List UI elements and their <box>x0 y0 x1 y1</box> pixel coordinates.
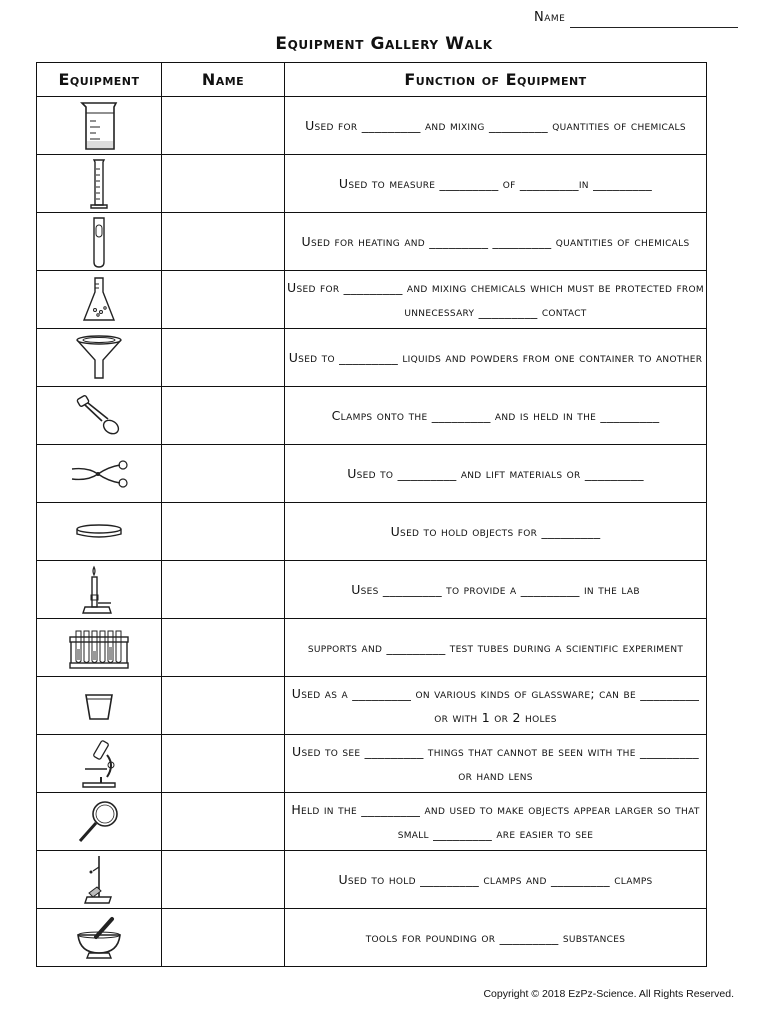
function-cell <box>285 271 707 329</box>
header-equipment: Equipment <box>37 63 162 97</box>
function-cell <box>285 503 707 561</box>
equipment-table <box>36 62 707 967</box>
function-text: Used to see _________ things that cannot be seen with the _________ or hand lens <box>292 743 704 783</box>
name-answer-cell[interactable] <box>162 735 285 793</box>
table-row <box>37 677 707 735</box>
equipment-cell <box>37 445 162 503</box>
function-cell <box>285 387 707 445</box>
function-text: Used to hold _________ clamps and _________ clamps <box>338 871 653 887</box>
function-cell <box>285 213 707 271</box>
function-cell <box>285 677 707 735</box>
name-answer-cell[interactable] <box>162 909 285 967</box>
function-cell <box>285 561 707 619</box>
function-text: tools for pounding or _________ substances <box>365 929 626 945</box>
function-text: Used for heating and _________ _________ quantities of chemicals <box>301 233 690 249</box>
table-row <box>37 561 707 619</box>
equipment-cell <box>37 735 162 793</box>
table-row <box>37 97 707 155</box>
name-field[interactable] <box>534 10 744 32</box>
name-answer-cell[interactable] <box>162 97 285 155</box>
magnifying-glass-icon <box>74 797 124 847</box>
name-answer-cell[interactable] <box>162 445 285 503</box>
rubber-stopper-icon <box>82 689 116 723</box>
name-label: Name <box>534 10 566 25</box>
equipment-cell <box>37 677 162 735</box>
table-row <box>37 735 707 793</box>
copyright-notice: Copyright © 2018 EzPz-Science. All Rights Reserved. <box>483 988 734 1000</box>
header-name: Name <box>162 63 285 97</box>
name-blank-line[interactable] <box>570 27 738 28</box>
name-answer-cell[interactable] <box>162 271 285 329</box>
function-text: Used as a _________ on various kinds of glassware; can be _________ or with 1 or 2 holes <box>291 685 704 725</box>
name-answer-cell[interactable] <box>162 329 285 387</box>
function-text: supports and _________ test tubes during a scientific experiment <box>307 639 684 655</box>
function-text: Clamps onto the _________ and is held in the _________ <box>331 407 660 423</box>
function-cell <box>285 793 707 851</box>
function-cell <box>285 329 707 387</box>
table-row <box>37 793 707 851</box>
erlenmeyer-flask-icon <box>79 274 119 326</box>
name-answer-cell[interactable] <box>162 677 285 735</box>
table-row <box>37 271 707 329</box>
ring-stand-icon <box>81 853 117 907</box>
name-answer-cell[interactable] <box>162 503 285 561</box>
function-text: Uses _________ to provide a _________ in the lab <box>351 581 640 597</box>
name-answer-cell[interactable] <box>162 793 285 851</box>
function-cell <box>285 155 707 213</box>
table-row <box>37 213 707 271</box>
equipment-cell <box>37 909 162 967</box>
equipment-cell <box>37 97 162 155</box>
function-cell <box>285 97 707 155</box>
table-row <box>37 909 707 967</box>
table-row <box>37 155 707 213</box>
function-cell <box>285 445 707 503</box>
equipment-cell <box>37 851 162 909</box>
bunsen-burner-icon <box>79 563 119 617</box>
name-answer-cell[interactable] <box>162 561 285 619</box>
page-title: Equipment Gallery Walk <box>275 34 493 54</box>
equipment-cell <box>37 329 162 387</box>
crucible-tongs-icon <box>68 457 130 491</box>
equipment-cell <box>37 213 162 271</box>
mortar-and-pestle-icon <box>74 915 124 961</box>
table-row <box>37 619 707 677</box>
equipment-cell <box>37 155 162 213</box>
test-tube-rack-icon <box>67 625 131 671</box>
name-answer-cell[interactable] <box>162 851 285 909</box>
function-text: Used to _________ and lift materials or _________ <box>347 465 644 481</box>
header-function: Function of Equipment <box>285 63 707 97</box>
function-text: Used to _________ liquids and powders from one container to another <box>288 349 703 365</box>
table-header-row <box>37 63 707 97</box>
name-answer-cell[interactable] <box>162 619 285 677</box>
function-cell <box>285 619 707 677</box>
function-cell <box>285 735 707 793</box>
equipment-cell <box>37 619 162 677</box>
petri-dish-icon <box>73 520 125 544</box>
equipment-cell <box>37 561 162 619</box>
function-text: Used to measure _________ of _________in _________ <box>338 175 653 191</box>
function-text: Used for _________ and mixing chemicals which must be protected from unnecessary _________ contact <box>287 279 709 319</box>
microscope-icon <box>77 737 121 791</box>
function-cell <box>285 909 707 967</box>
function-cell <box>285 851 707 909</box>
table-row <box>37 445 707 503</box>
equipment-cell <box>37 503 162 561</box>
function-text: Held in the _________ and used to make objects appear larger so that small _________ are easier to see <box>291 801 704 841</box>
table-row <box>37 503 707 561</box>
name-answer-cell[interactable] <box>162 387 285 445</box>
graduated-cylinder-icon <box>84 157 114 211</box>
equipment-cell <box>37 387 162 445</box>
function-text: Used for _________ and mixing _________ quantities of chemicals <box>305 117 686 133</box>
table-row <box>37 851 707 909</box>
table-row <box>37 329 707 387</box>
funnel-icon <box>73 332 125 384</box>
table-row <box>37 387 707 445</box>
test-tube-icon <box>87 215 111 269</box>
name-answer-cell[interactable] <box>162 155 285 213</box>
utility-clamp-icon <box>72 391 126 441</box>
name-answer-cell[interactable] <box>162 213 285 271</box>
beaker-icon <box>74 99 124 153</box>
equipment-cell <box>37 793 162 851</box>
function-text: Used to hold objects for _________ <box>390 523 601 539</box>
equipment-cell <box>37 271 162 329</box>
